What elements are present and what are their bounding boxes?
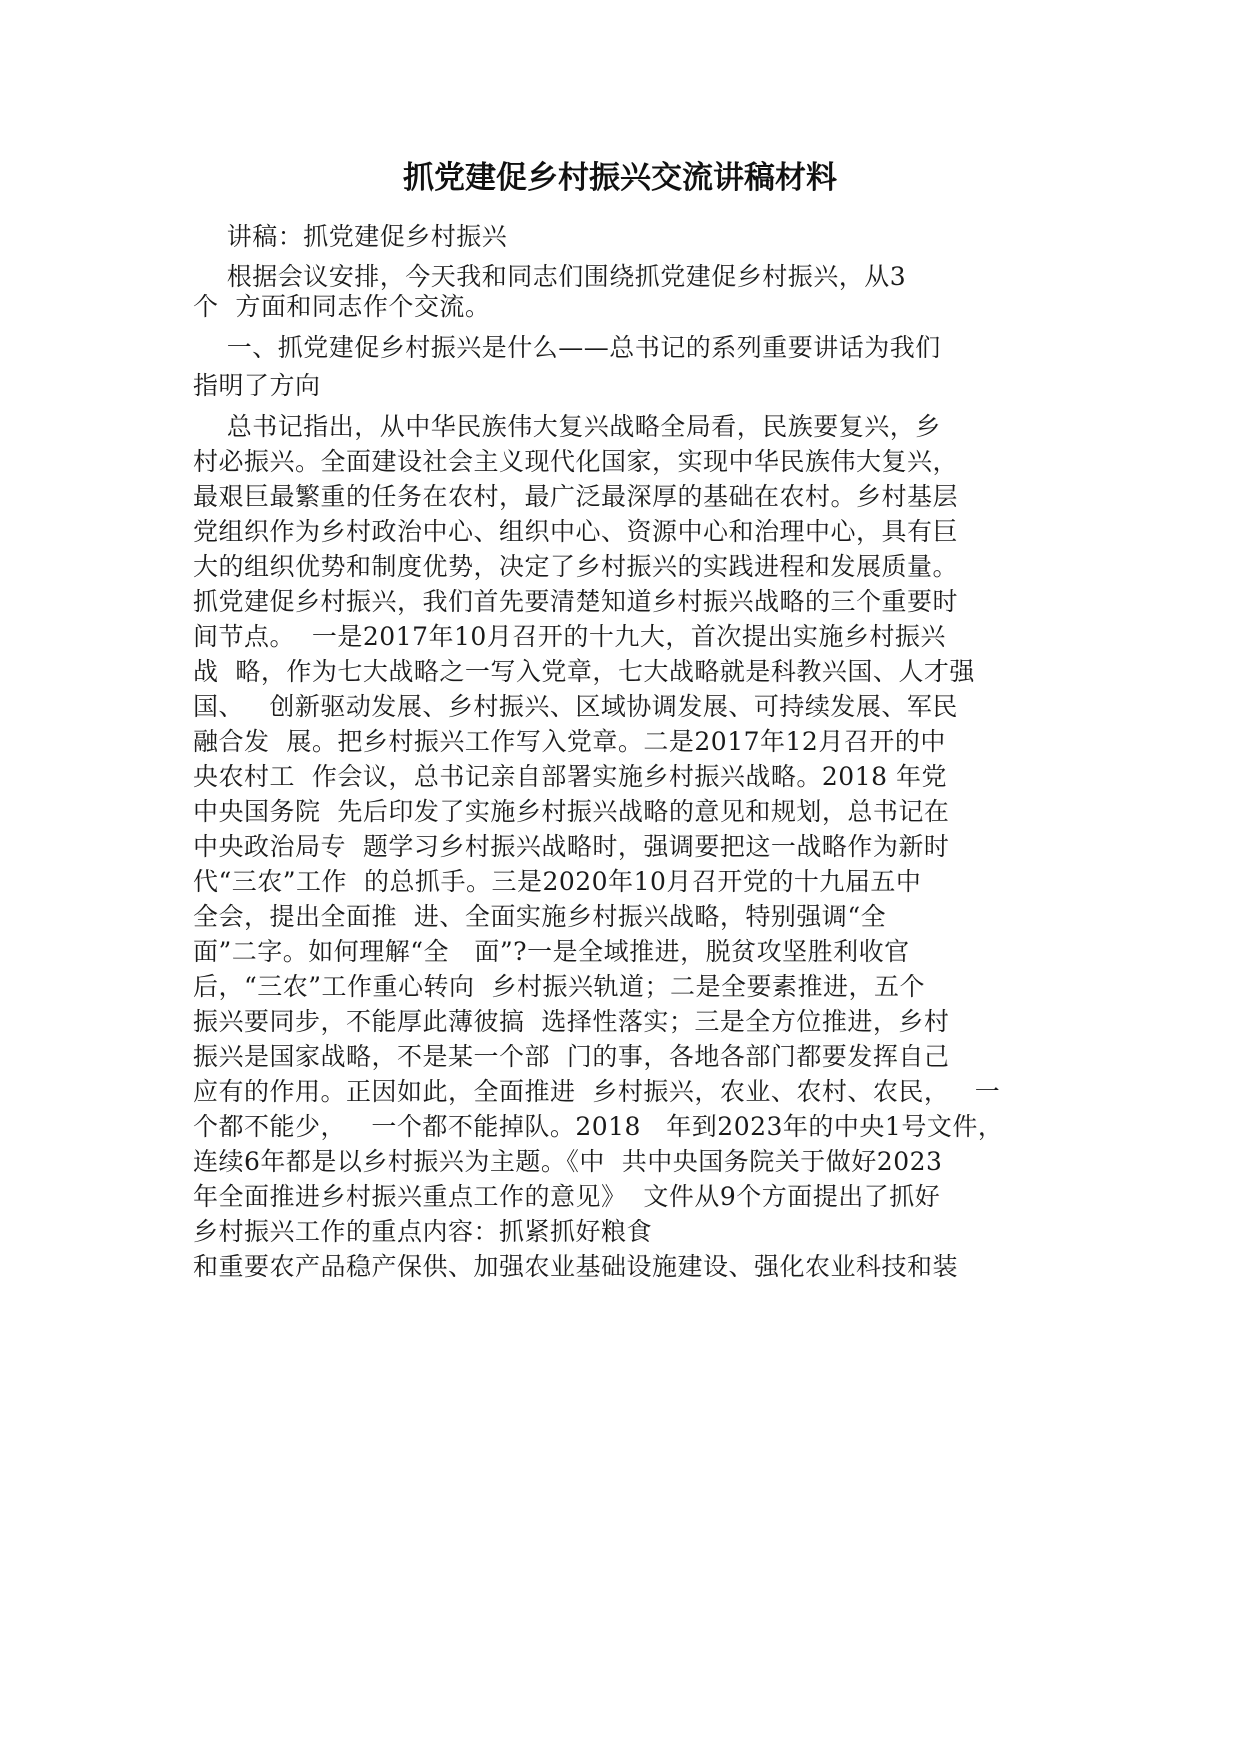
- paragraph-line: 融合发 展。把乡村振兴工作写入党章。二是2017年12月召开的中: [193, 727, 946, 756]
- paragraph-line: 讲稿：抓党建促乡村振兴: [193, 222, 508, 251]
- paragraph-line: 代“三农”工作 的总抓手。三是2020年10月召开党的十九届五中: [193, 867, 922, 896]
- paragraph-line: 大的组织优势和制度优势，决定了乡村振兴的实践进程和发展质量。: [193, 552, 959, 581]
- paragraph-line: 国、 创新驱动发展、乡村振兴、区域协调发展、可持续发展、军民: [193, 692, 958, 721]
- paragraph-line: 战 略，作为七大战略之一写入党章，七大战略就是科教兴国、人才强: [193, 657, 975, 686]
- paragraph-line: 中央国务院 先后印发了实施乡村振兴战略的意见和规划，总书记在: [193, 797, 950, 826]
- paragraph-line: 间节点。 一是2017年10月召开的十九大，首次提出实施乡村振兴: [193, 622, 946, 651]
- paragraph-line: 总书记指出，从中华民族伟大复兴战略全局看，民族要复兴，乡: [193, 412, 941, 441]
- paragraph-line: 连续6年都是以乡村振兴为主题。《中 共中央国务院关于做好2023: [193, 1147, 943, 1176]
- paragraph-line: 中央政治局专 题学习乡村振兴战略时，强调要把这一战略作为新时: [193, 832, 950, 861]
- paragraph-line: 乡村振兴工作的重点内容：抓紧抓好粮食: [193, 1217, 653, 1246]
- paragraph-line: 振兴是国家战略，不是某一个部 门的事，各地各部门都要发挥自己: [193, 1042, 950, 1071]
- paragraph-line: 抓党建促乡村振兴，我们首先要清楚知道乡村振兴战略的三个重要时: [193, 587, 959, 616]
- paragraph-line: 党组织作为乡村政治中心、组织中心、资源中心和治理中心，具有巨: [193, 517, 959, 546]
- paragraph-line: 年全面推进乡村振兴重点工作的意见》 文件从9个方面提出了抓好: [193, 1182, 941, 1211]
- paragraph-line: 振兴要同步，不能厚此薄彼搞 选择性落实；三是全方位推进，乡村: [193, 1007, 950, 1036]
- paragraph-line: 最艰巨最繁重的任务在农村，最广泛最深厚的基础在农村。乡村基层: [193, 482, 959, 511]
- paragraph-line: 村必振兴。全面建设社会主义现代化国家，实现中华民族伟大复兴，: [193, 447, 959, 476]
- paragraph-line: 根据会议安排，今天我和同志们围绕抓党建促乡村振兴，从3: [193, 262, 907, 291]
- document-title: 抓党建促乡村振兴交流讲稿材料: [403, 160, 837, 196]
- paragraph-line: 后，“三农”工作重心转向 乡村振兴轨道；二是全要素推进，五个: [193, 972, 925, 1001]
- paragraph-line: 面”二字。如何理解“全 面”?一是全域推进，脱贫攻坚胜利收官: [193, 937, 910, 966]
- paragraph-line: 应有的作用。正因如此，全面推进 乡村振兴，农业、农村、农民， 一: [193, 1077, 1001, 1106]
- paragraph-line: 和重要农产品稳产保供、加强农业基础设施建设、强化农业科技和装: [193, 1252, 959, 1281]
- paragraph-line: 个都不能少， 一个都不能掉队。2018 年到2023年的中央1号文件，: [193, 1112, 1004, 1141]
- paragraph-line: 指明了方向: [193, 371, 321, 400]
- paragraph-line: 个 方面和同志作个交流。: [193, 292, 491, 321]
- paragraph-line: 央农村工 作会议，总书记亲自部署实施乡村振兴战略。2018 年党: [193, 762, 947, 791]
- paragraph-line: 一、抓党建促乡村振兴是什么——总书记的系列重要讲话为我们: [193, 333, 941, 362]
- paragraph-line: 全会，提出全面推 进、全面实施乡村振兴战略，特别强调“全: [193, 902, 887, 931]
